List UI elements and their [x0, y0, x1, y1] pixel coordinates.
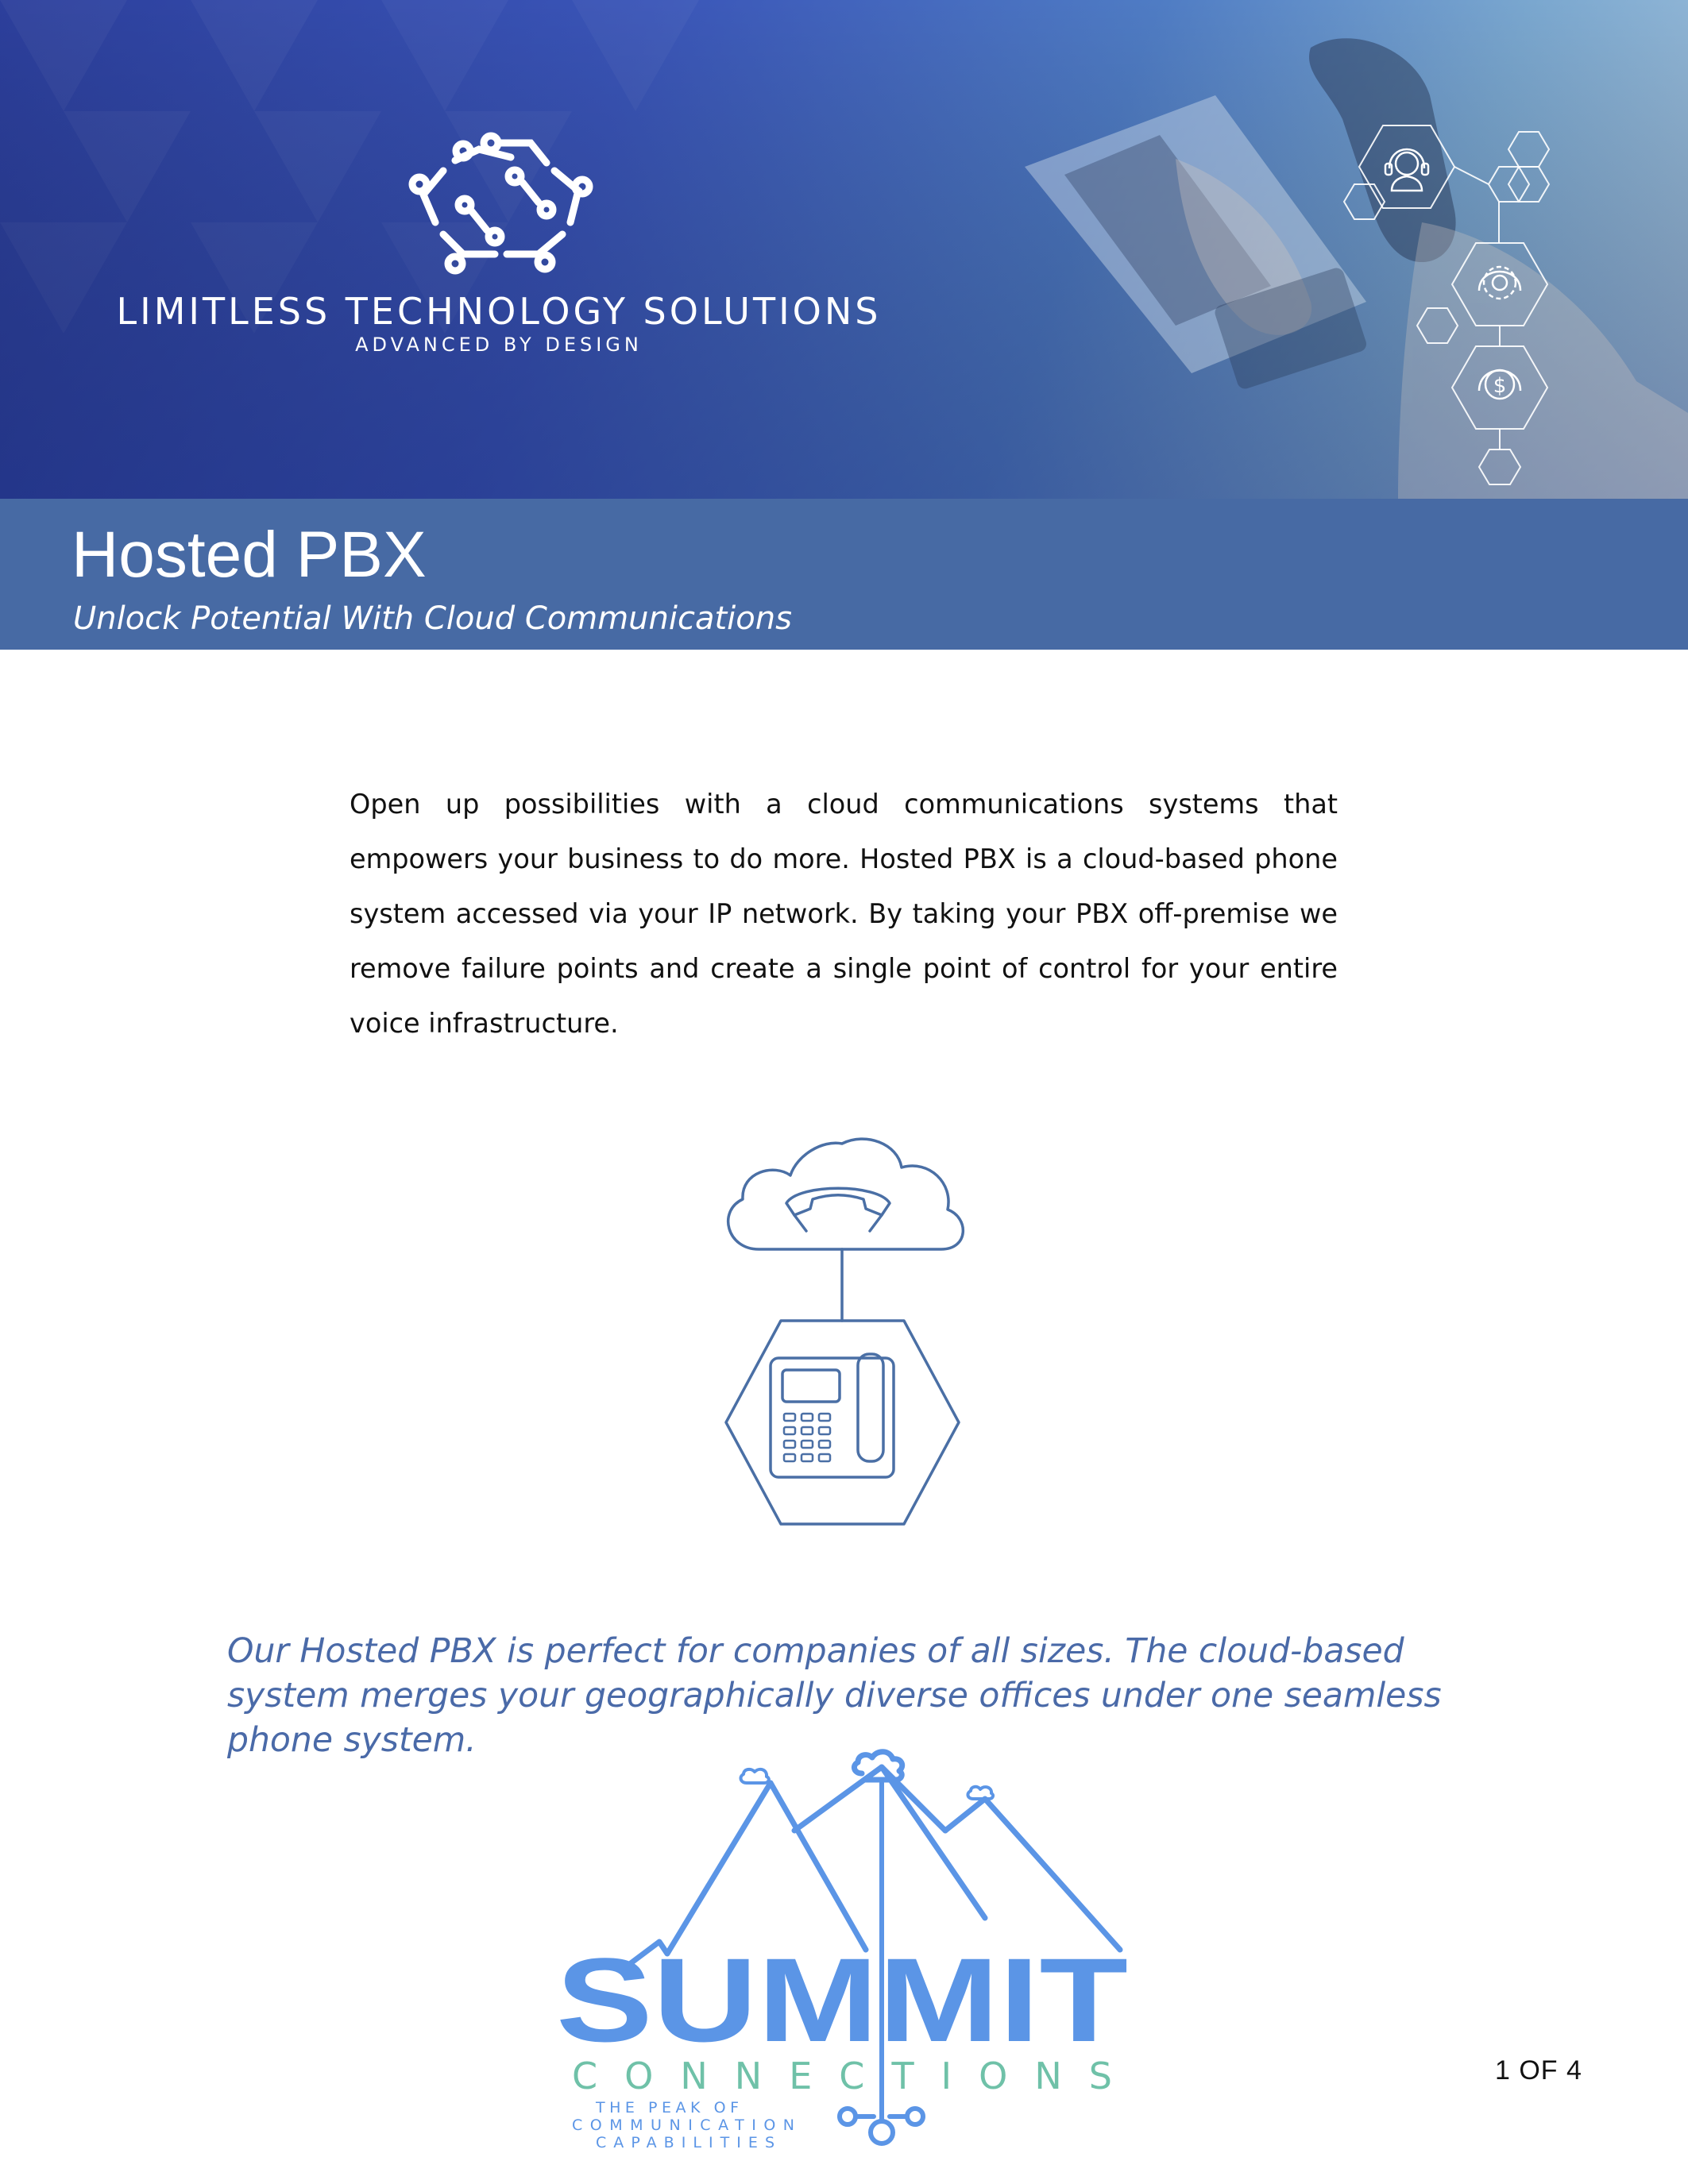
connections-wordmark: CONNECTIONS: [572, 2055, 1112, 2097]
title-band: [0, 499, 1688, 650]
cloud-phone-icon: [728, 1139, 964, 1249]
page-subtitle: Unlock Potential With Cloud Communications: [73, 600, 792, 637]
intro-paragraph: Open up possibilities with a cloud communications systems that empowers your business to do more. Hosted PBX is a cloud-based phone system accessed via your IP network. By taking your PBX off-premise we remove failure points and create a single point of control for your entire voice infrastructure.: [350, 789, 1338, 1039]
logo-tagline-3: CAPABILITIES: [596, 2134, 774, 2151]
logo-tagline-1: THE PEAK OF: [596, 2099, 739, 2116]
brand-name: LIMITLESS TECHNOLOGY SOLUTIONS: [116, 290, 882, 333]
brand-tagline: ADVANCED BY DESIGN: [355, 334, 643, 356]
page-title: Hosted PBX: [71, 519, 427, 591]
header-banner: [0, 0, 1688, 499]
page-number: 1 OF 4: [1495, 2055, 1582, 2086]
logo-tagline-2: COMMUNICATION: [572, 2116, 794, 2134]
summit-wordmark: SUMMIT: [556, 1933, 1128, 2066]
svg-text:$: $: [1493, 374, 1507, 398]
desk-phone-icon: [771, 1354, 894, 1477]
circuit-logo-icon: [70, 127, 928, 286]
quote-text: Our Hosted PBX is perfect for companies of all sizes. The cloud-based system merges your geographically diverse offices under one seamless phone system.: [227, 1632, 1442, 1760]
summit-connections-logo: [540, 1735, 1144, 2164]
hosted-pbx-illustration: [711, 1124, 973, 1529]
